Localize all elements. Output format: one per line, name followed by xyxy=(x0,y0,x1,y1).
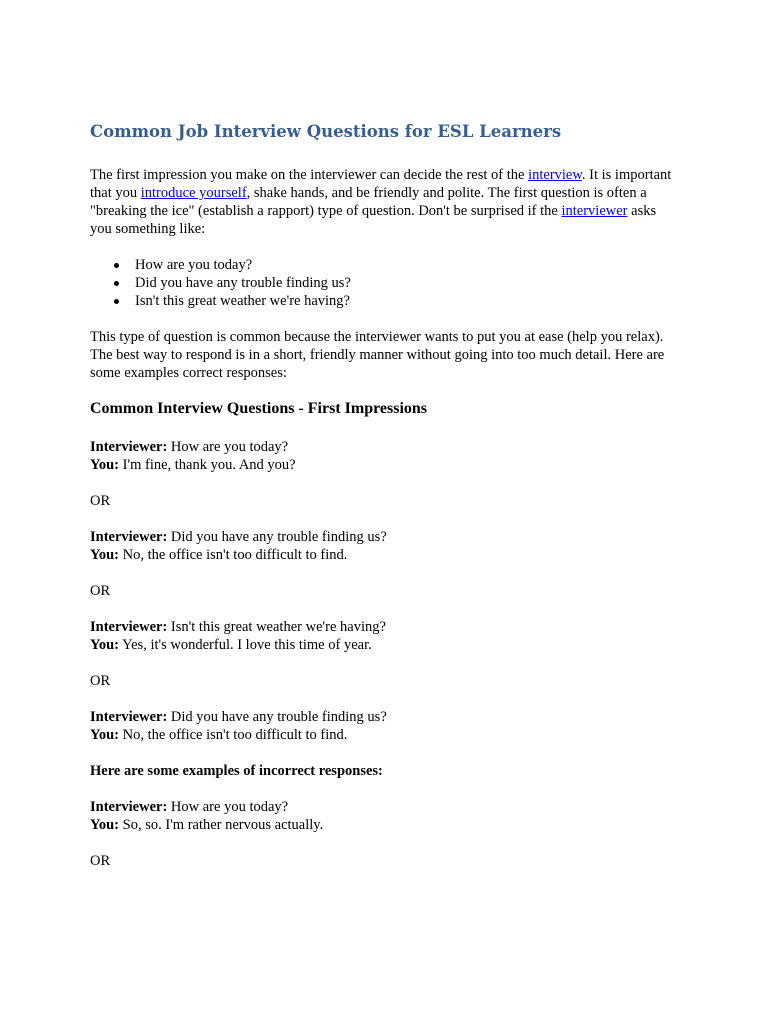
interviewer-link[interactable]: interviewer xyxy=(561,203,628,219)
bullet-icon xyxy=(114,263,119,268)
you-label: You: xyxy=(90,817,120,833)
interviewer-line xyxy=(90,528,387,546)
interviewer-line xyxy=(90,438,288,456)
you-label: You: xyxy=(90,637,120,653)
interview-link[interactable]: interview xyxy=(528,167,582,183)
incorrect-examples-heading: Here are some examples of incorrect responses: xyxy=(90,763,383,779)
you-label: You: xyxy=(90,727,120,743)
you-answer: No, the office isn't too difficult to find. xyxy=(119,727,348,743)
you-answer: Yes, it's wonderful. I love this time of year. xyxy=(119,637,372,653)
introduce-yourself-link[interactable]: introduce yourself xyxy=(140,185,247,201)
list-item-text: How are you today? xyxy=(135,257,253,273)
list-item xyxy=(114,274,351,292)
list-item xyxy=(114,292,351,310)
interviewer-label: Interviewer: xyxy=(90,439,168,455)
interviewer-label: Interviewer: xyxy=(90,619,168,635)
interviewer-question: How are you today? xyxy=(167,439,289,455)
you-line xyxy=(90,816,323,834)
intro-text-3: , shake hands, and be friendly and polite. The first question is often a "breaking the ice" (establish a rapport) type of question. Don't be surprised if the xyxy=(90,185,647,219)
you-label: You: xyxy=(90,457,120,473)
list-item-text: Did you have any trouble finding us? xyxy=(135,275,351,291)
list-item xyxy=(114,256,351,274)
interviewer-label: Interviewer: xyxy=(90,799,168,815)
interviewer-question: Isn't this great weather we're having? xyxy=(167,619,386,635)
list-item-text: Isn't this great weather we're having? xyxy=(135,293,350,309)
interviewer-line xyxy=(90,708,387,726)
interviewer-question: Did you have any trouble finding us? xyxy=(167,709,387,725)
bullet-icon xyxy=(114,281,119,286)
interviewer-question: How are you today? xyxy=(167,799,289,815)
you-answer: No, the office isn't too difficult to find. xyxy=(119,547,348,563)
intro-text-1: The first impression you make on the interviewer can decide the rest of the xyxy=(90,167,529,183)
you-line xyxy=(90,456,296,474)
you-line xyxy=(90,546,347,564)
interviewer-label: Interviewer: xyxy=(90,709,168,725)
or-separator: OR xyxy=(90,583,111,599)
you-line xyxy=(90,726,347,744)
icebreaker-question-list xyxy=(114,256,351,310)
document-title: Common Job Interview Questions for ESL Learners xyxy=(90,122,562,141)
bullet-icon xyxy=(114,299,119,304)
intro-text-2: . It is important that you xyxy=(90,167,672,201)
section-heading: Common Interview Questions - First Impressions xyxy=(90,400,428,417)
explanation-paragraph: This type of question is common because the interviewer wants to put you at ease (help you relax). The best way to respond is in a short, friendly manner without going into too much detail. Here are some examples correct responses: xyxy=(90,329,665,381)
interviewer-line xyxy=(90,798,288,816)
or-separator: OR xyxy=(90,673,111,689)
or-separator: OR xyxy=(90,493,111,509)
you-line xyxy=(90,636,372,654)
interviewer-line xyxy=(90,618,386,636)
intro-paragraph xyxy=(90,166,680,238)
you-answer: I'm fine, thank you. And you? xyxy=(119,457,296,473)
interviewer-label: Interviewer: xyxy=(90,529,168,545)
you-answer: So, so. I'm rather nervous actually. xyxy=(119,817,324,833)
you-label: You: xyxy=(90,547,120,563)
intro-text-4: asks you something like: xyxy=(90,203,657,237)
or-separator: OR xyxy=(90,853,111,869)
interviewer-question: Did you have any trouble finding us? xyxy=(167,529,387,545)
